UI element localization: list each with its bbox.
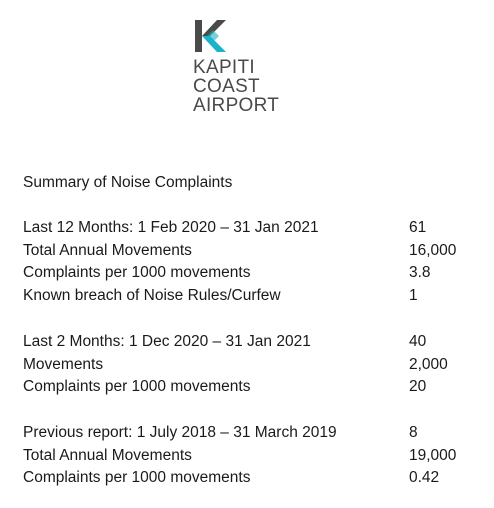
summary-row bbox=[23, 445, 473, 468]
row-value: 19,000 bbox=[409, 446, 457, 464]
row-value: 40 bbox=[409, 333, 427, 350]
logo-line-3: AIRPORT bbox=[193, 95, 280, 116]
summary-row bbox=[23, 354, 473, 377]
row-value: 3.8 bbox=[409, 264, 431, 281]
kapiti-coast-airport-logo bbox=[193, 18, 313, 115]
summary-section-last-2-months bbox=[23, 331, 473, 399]
logo-wordmark bbox=[193, 58, 313, 115]
row-label: Complaints per 1000 movements bbox=[23, 264, 251, 281]
summary-row bbox=[23, 467, 473, 490]
summary-row bbox=[23, 331, 473, 354]
k-monogram-icon bbox=[193, 18, 229, 54]
row-label: Previous report: 1 July 2018 – 31 March 2019 bbox=[23, 424, 337, 441]
row-value: 8 bbox=[409, 424, 418, 441]
summary-section-last-12-months bbox=[23, 217, 473, 307]
summary-row bbox=[23, 262, 473, 285]
row-value: 0.42 bbox=[409, 469, 440, 486]
document-title: Summary of Noise Complaints bbox=[23, 174, 233, 191]
row-value: 20 bbox=[409, 378, 427, 395]
row-label: Movements bbox=[23, 355, 104, 373]
row-value: 1 bbox=[409, 286, 418, 304]
logo-line-1: KAPITI bbox=[193, 57, 255, 78]
row-label: Last 2 Months: 1 Dec 2020 – 31 Jan 2021 bbox=[23, 333, 311, 350]
summary-row bbox=[23, 422, 473, 445]
row-label: Total Annual Movements bbox=[23, 241, 192, 259]
row-label: Complaints per 1000 movements bbox=[23, 378, 251, 395]
row-value: 61 bbox=[409, 219, 427, 236]
row-label: Total Annual Movements bbox=[23, 446, 192, 464]
row-label: Complaints per 1000 movements bbox=[23, 469, 251, 486]
summary-row bbox=[23, 285, 473, 308]
row-value: 16,000 bbox=[409, 241, 457, 259]
summary-row bbox=[23, 376, 473, 399]
row-value: 2,000 bbox=[409, 355, 448, 373]
summary-row bbox=[23, 217, 473, 240]
row-label: Known breach of Noise Rules/Curfew bbox=[23, 286, 281, 304]
row-label: Last 12 Months: 1 Feb 2020 – 31 Jan 2021 bbox=[23, 219, 319, 236]
summary-row bbox=[23, 240, 473, 263]
logo-line-2: COAST bbox=[193, 76, 260, 97]
summary-section-previous-report bbox=[23, 422, 473, 490]
